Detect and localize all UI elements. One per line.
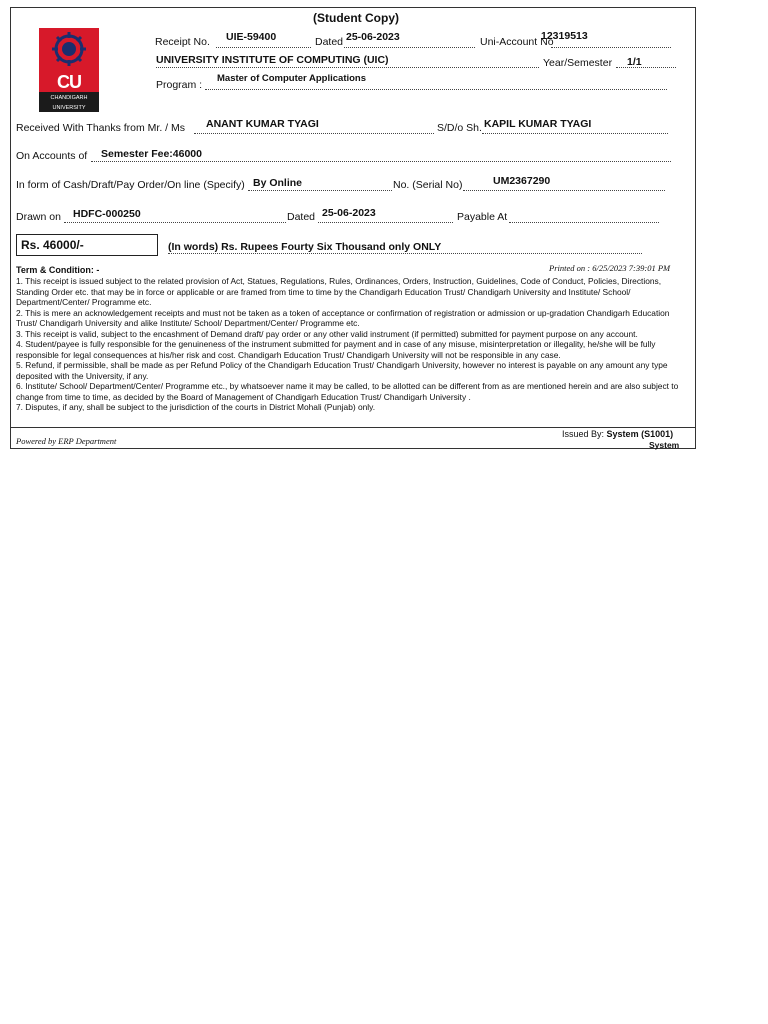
logo-band (39, 92, 99, 112)
receipt-no-value: UIE-59400 (226, 31, 277, 43)
globe-emblem-icon (39, 28, 99, 72)
payable-at-line (509, 222, 659, 223)
terms-list (16, 276, 692, 413)
received-from-label: Received With Thanks from Mr. / Ms (16, 122, 186, 134)
parent-name-line (482, 133, 668, 134)
serial-no-label: No. (Serial No) (393, 179, 463, 191)
institute-name: UNIVERSITY INSTITUTE OF COMPUTING (UIC) (156, 54, 389, 66)
powered-by: Powered by ERP Department (16, 436, 117, 446)
uni-account-value: 12319513 (541, 30, 588, 42)
student-name-value: ANANT KUMAR TYAGI (206, 118, 319, 130)
year-semester-label: Year/Semester (543, 57, 613, 69)
issued-by-label: Issued By: (562, 429, 605, 439)
payment-form-line (248, 190, 392, 191)
dated-label: Dated (315, 36, 344, 48)
uni-account-line (551, 47, 671, 48)
amount-value: Rs. 46000/- (21, 238, 84, 252)
amount-in-words: (In words) Rs. Rupees Fourty Six Thousand only ONLY (168, 241, 442, 253)
accounts-line (91, 161, 671, 162)
term-item: 4. Student/payee is fully responsible for the genuineness of the instrument submitted for payment and in case of any misuse, misinterpretation or illegality, he/she will be fully responsible for legal consequences at his/her risk and cost. Chandigarh Education Trust/ Chandigarh University will not be responsible in any case. (16, 339, 656, 360)
parent-name-value: KAPIL KUMAR TYAGI (484, 118, 592, 130)
term-item: 2. This is mere an acknowledgement receipts and must not be taken as a token of acceptance or confirmation of registration or admission or up-gradation Chandigarh Education Trust/ Chandigarh University and alike Institute/ School/ Department/Center/ Programme etc. (16, 307, 670, 328)
dated2-value: 25-06-2023 (322, 207, 376, 219)
accounts-value: Semester Fee:46000 (101, 148, 202, 160)
serial-no-value: UM2367290 (493, 175, 551, 187)
payable-at-label: Payable At (457, 211, 508, 223)
receipt-no-label: Receipt No. (155, 36, 210, 48)
dated-value: 25-06-2023 (346, 31, 400, 43)
amount-box (16, 234, 158, 256)
dated-line (344, 47, 475, 48)
drawn-on-value: HDFC-000250 (73, 208, 141, 220)
university-logo (39, 28, 99, 112)
term-item: 7. Disputes, if any, shall be subject to the jurisdiction of the courts in District Mohali (Punjab) only. (16, 402, 376, 412)
drawn-on-line (64, 222, 286, 223)
term-item: 3. This receipt is valid, subject to the encashment of Demand draft/ pay order or any other valid instrument (if permitted) submitted for payment purpose on any account. (16, 328, 638, 339)
amount-words-line (168, 253, 642, 254)
institute-line (156, 67, 539, 68)
dated2-line (318, 222, 453, 223)
payment-form-value: By Online (253, 177, 303, 189)
logo-cu-text: CU (57, 72, 81, 92)
receipt-no-line (216, 47, 311, 48)
term-item: 1. This receipt is issued subject to the related provision of Act, Statues, Regulations, Rules, Ordinances, Orders, Instruction, Guidelines, Code of Conduct, Policies, Directions, Standing Order etc. that may be in force or applicable or are framed from time to time by the Chandigarh Education Trust/ Chandigarh University and Institute/ School/ Department/Center/ Programme etc. (16, 276, 662, 307)
logo-sub-line1: CHANDIGARH (50, 95, 88, 101)
issued-system: System (649, 440, 680, 450)
terms-title: Term & Condition: - (16, 265, 100, 275)
footer-divider (11, 427, 695, 428)
accounts-of-label: On Accounts of (16, 150, 88, 162)
student-copy-title: (Student Copy) (313, 11, 399, 25)
serial-no-line (463, 190, 665, 191)
term-item: 6. Institute/ School/ Department/Center/ Programme etc., by whatsoever name it may be called, to be allotted can be different from as are mentioned herein and are also subject to change from time to time, as decided by the Board of Management of Chandigarh Education Trust/ Chandigarh University . (16, 381, 679, 402)
issued-by-value: System (S1001) (606, 429, 674, 439)
program-value: Master of Computer Applications (217, 73, 367, 84)
program-line (205, 89, 667, 90)
term-item: 5. Refund, if permissible, shall be made as per Refund Policy of the Chandigarh Education Trust/ Chandigarh University, however no interest is payable on any amount any type deposited with the University, if any. (16, 360, 668, 381)
parent-label: S/D/o Sh. (437, 122, 482, 134)
payment-form-label: In form of Cash/Draft/Pay Order/On line (Specify) (16, 179, 245, 191)
student-name-line (194, 133, 434, 134)
year-semester-line (616, 67, 676, 68)
printed-on: Printed on : 6/25/2023 7:39:01 PM (549, 263, 671, 273)
year-semester-value: 1/1 (627, 56, 642, 68)
program-label: Program : (156, 79, 203, 91)
issued-by (562, 429, 673, 439)
uni-account-label: Uni-Account No (480, 36, 554, 48)
dated2-label: Dated (287, 211, 316, 223)
fee-receipt (10, 7, 696, 449)
drawn-on-label: Drawn on (16, 211, 61, 223)
logo-sub-line2: UNIVERSITY (52, 105, 86, 111)
